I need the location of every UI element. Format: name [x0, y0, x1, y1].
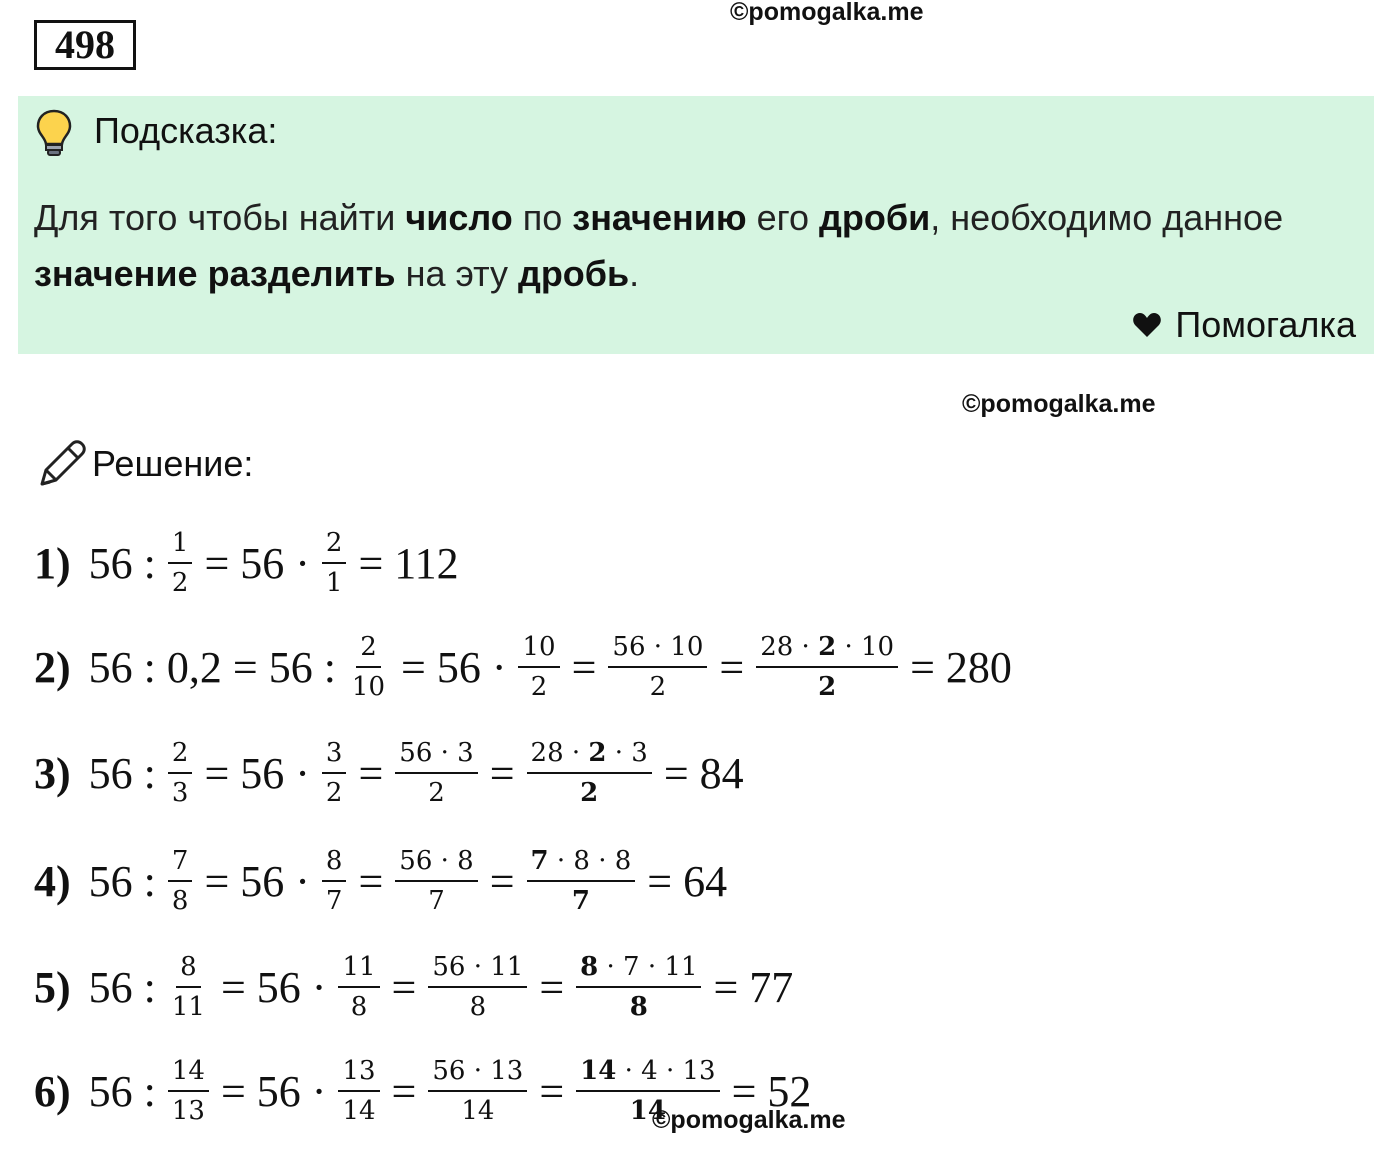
fraction-denominator: 7 [325, 886, 343, 916]
equation-term: = 56 · [220, 1066, 327, 1116]
fraction-numerator: 2 [356, 630, 381, 668]
equation-term: 56 : [88, 1066, 156, 1116]
hint-text-segment: Для того чтобы найти [34, 197, 406, 238]
brand-name: Помогалка [1175, 304, 1356, 345]
fraction [428, 950, 527, 1024]
hint-text-segment: дроби [819, 197, 931, 238]
equation-term: = 56 · [204, 748, 310, 798]
fraction-numerator: 14 · 4 · 13 [576, 1054, 719, 1092]
fraction-numerator: 8 [176, 950, 201, 988]
fraction [428, 1054, 527, 1128]
equation-label: 4) [34, 856, 71, 906]
heart-icon [1133, 312, 1161, 338]
equation-row [34, 630, 1018, 704]
fraction [527, 736, 652, 810]
fraction-denominator: 2 [428, 778, 445, 808]
fraction [168, 950, 209, 1024]
equation-term: = 56 · [220, 962, 327, 1012]
lightbulb-icon [34, 108, 74, 158]
fraction-numerator: 56 · 8 [395, 844, 477, 882]
fraction-denominator: 2 [530, 672, 548, 702]
fraction-numerator: 28 · 2 · 3 [527, 736, 652, 774]
equation-label: 1) [34, 538, 71, 588]
equation-term: = [489, 748, 515, 798]
fraction-denominator: 8 [469, 992, 487, 1022]
equation-row [34, 736, 750, 810]
brand [1133, 304, 1356, 346]
fraction-denominator: 8 [171, 886, 189, 916]
fraction-denominator: 1 [325, 568, 343, 598]
fraction-denominator: 8 [350, 992, 368, 1022]
fraction [322, 526, 347, 600]
hint-text-segment: число [405, 197, 513, 238]
equation-term: = 56 · [401, 642, 507, 692]
fraction-denominator: 2 [580, 778, 599, 808]
fraction-numerator: 2 [322, 526, 347, 564]
fraction-denominator: 14 [629, 1096, 666, 1126]
fraction-denominator: 2 [649, 672, 667, 702]
equation-term: = [539, 962, 565, 1012]
equation-term: 56 : [88, 538, 156, 588]
fraction-numerator: 14 [168, 1054, 209, 1092]
equation-row [34, 844, 733, 918]
fraction-numerator: 11 [338, 950, 379, 988]
equation-term: = 56 · [204, 538, 310, 588]
watermark-bottom: ©pomogalka.me [652, 1106, 846, 1134]
fraction-denominator: 13 [171, 1096, 205, 1126]
fraction [168, 844, 193, 918]
fraction [756, 630, 898, 704]
fraction [322, 736, 347, 810]
fraction-numerator: 56 · 11 [428, 950, 527, 988]
hint-text-segment: по [512, 197, 573, 238]
equation-term: = [358, 748, 384, 798]
equation-term: 56 : 0,2 = 56 : [88, 642, 336, 692]
fraction [527, 844, 636, 918]
equation-label: 5) [34, 962, 71, 1012]
hint-text-segment: его [746, 197, 819, 238]
fraction [395, 844, 477, 918]
hint-text-segment: дробь [517, 253, 630, 294]
fraction-denominator: 8 [629, 992, 648, 1022]
equation-label: 2) [34, 642, 71, 692]
watermark-top: ©pomogalka.me [730, 0, 924, 26]
fraction-numerator: 8 · 7 · 11 [576, 950, 701, 988]
fraction [338, 1054, 379, 1128]
fraction-numerator: 28 · 2 · 10 [756, 630, 898, 668]
hint-text-segment: значению [572, 197, 747, 238]
equation-term: = 64 [647, 856, 728, 906]
equation-label: 3) [34, 748, 71, 798]
equation-term: 56 : [88, 748, 156, 798]
fraction-denominator: 3 [171, 778, 189, 808]
equation-term: = 56 · [204, 856, 310, 906]
equation-term: = 84 [663, 748, 744, 798]
fraction-denominator: 14 [461, 1096, 495, 1126]
hint-text-segment: значение разделить [34, 253, 396, 294]
fraction-numerator: 3 [322, 736, 347, 774]
fraction-denominator: 2 [818, 672, 837, 702]
fraction-denominator: 2 [171, 568, 189, 598]
fraction-denominator: 7 [428, 886, 445, 916]
fraction [168, 526, 193, 600]
fraction-numerator: 13 [338, 1054, 379, 1092]
fraction [608, 630, 707, 704]
fraction-denominator: 10 [351, 672, 386, 702]
fraction [395, 736, 477, 810]
fraction-numerator: 56 · 3 [395, 736, 477, 774]
fraction [348, 630, 389, 704]
task-number: 498 [34, 20, 136, 70]
fraction-numerator: 7 [168, 844, 193, 882]
equation-term: = [391, 962, 417, 1012]
equation-term: = [391, 1066, 417, 1116]
fraction-numerator: 56 · 10 [608, 630, 707, 668]
equation-label: 6) [34, 1066, 71, 1116]
fraction-denominator: 14 [342, 1096, 376, 1126]
fraction-denominator: 2 [325, 778, 343, 808]
fraction-numerator: 1 [168, 526, 193, 564]
equation-term: 56 : [88, 856, 156, 906]
equation-term: = 52 [731, 1066, 812, 1116]
equation-term: = [358, 856, 384, 906]
equation-term: = 77 [713, 962, 794, 1012]
watermark-middle: ©pomogalka.me [962, 390, 1156, 418]
solution-heading [36, 438, 253, 490]
equation-term: = 280 [910, 642, 1012, 692]
equation-term: = [489, 856, 515, 906]
fraction [322, 844, 347, 918]
fraction [338, 950, 379, 1024]
equation-term: = 112 [358, 538, 459, 588]
fraction-denominator: 11 [171, 992, 205, 1022]
fraction-numerator: 56 · 13 [428, 1054, 527, 1092]
equation-row [34, 950, 799, 1024]
equation-row [34, 526, 465, 600]
fraction [168, 1054, 209, 1128]
fraction-denominator: 7 [571, 886, 590, 916]
fraction-numerator: 8 [322, 844, 347, 882]
hint-box [18, 96, 1374, 354]
hint-text-segment: на эту [395, 253, 518, 294]
equation-term: 56 : [88, 962, 156, 1012]
equation-term: = [719, 642, 745, 692]
pencil-icon [36, 438, 88, 490]
fraction [576, 950, 701, 1024]
fraction-numerator: 2 [168, 736, 193, 774]
equation-term: = [539, 1066, 565, 1116]
hint-title: Подсказка: [94, 110, 278, 151]
equation-term: = [571, 642, 597, 692]
hint-text-segment: , необходимо данное [930, 197, 1284, 238]
fraction [518, 630, 559, 704]
solution-title: Решение: [92, 443, 254, 484]
hint-text-segment: . [629, 253, 640, 294]
fraction [168, 736, 193, 810]
fraction-numerator: 10 [518, 630, 559, 668]
hint-text [34, 190, 1354, 302]
fraction-numerator: 7 · 8 · 8 [527, 844, 636, 882]
